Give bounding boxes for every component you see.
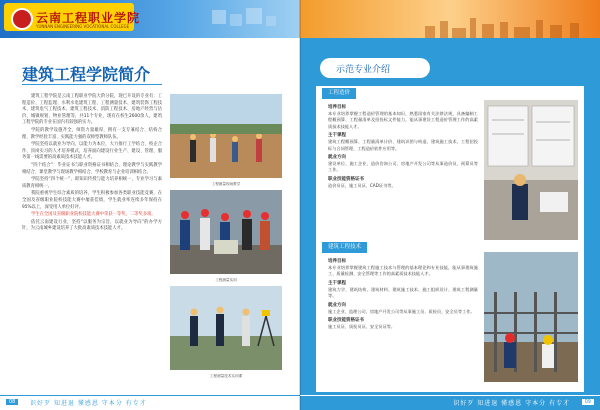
cert-label: 职业技能资格证书	[328, 318, 364, 324]
school-logo	[4, 3, 141, 31]
intro-paragraph: “四个结合”：毕业证书与职业资格证书相结合、理论教学与实践教学相结合、课堂教学与现场教学相结合、学校教育与企业培训相结合。	[22, 162, 162, 175]
page-gutter	[299, 0, 301, 410]
job-text: 建设单位、施工企业、造价咨询公司、房地产开发公司等从事造价员、预算员等工作。	[328, 161, 478, 173]
cert-label: 职业技能资格证书	[328, 176, 364, 182]
title-divider	[22, 84, 162, 85]
course-text: 建筑工程概预算、工程量清单计价、建筑识图与构造、建筑施工技术、工程招投标与合同管理、工程造价软件应用等。	[328, 139, 478, 151]
right-footer	[300, 395, 600, 410]
intro-text-column	[22, 94, 162, 234]
intro-paragraph: 学院坚持以就业为导向，以能力为本位，大力推行工学结合、校企合作、顶岗实习的人才培养模式，培养面向建设行业生产、建设、管理、服务第一线需要的高素质技术技能人才。	[22, 142, 162, 161]
right-header-band	[300, 0, 600, 38]
photo-drawing-review	[484, 100, 578, 240]
intro-paragraph: 建筑工程学院是云南工程职业学院大阶分院，现已开设的专业有：工程造价、工程监理、水利水电建筑工程、工程测量技术、建筑装饰工程技术、建筑电气工程技术、建筑工程技术、消防工程技术、房地产经营与估价、城镇规划、物业管理等，共11个专业，现有在校生2600余人。建筑工程学院的专业在国内有较强的实力。	[22, 94, 162, 126]
photo-caption: 工程测量技术实训课	[209, 374, 243, 378]
program-block-cost	[328, 102, 478, 189]
intro-paragraph: 依托云南建设行业，坚持“以服务为宗旨，以就业为导向”的办学方针，为云南城乡建设培养了大批高素质技术技能人才。	[22, 219, 162, 232]
job-label: 就业方向	[328, 155, 346, 161]
page-title: 建筑工程学院简介	[22, 65, 151, 84]
job-text: 施工企业、监理公司、房地产开发公司等从事施工员、质检员、安全员等工作。	[328, 308, 475, 314]
city-skyline-icon	[420, 18, 600, 38]
course-label: 主干课程	[328, 280, 346, 286]
program-panel	[316, 86, 584, 392]
goal-text: 本专业培养掌握建筑工程施工技术与管理的基本理论和专业技能，能从事建筑施工、质量检测、安全管理等工作的高素质技术技能人才。	[328, 265, 478, 277]
photo-survey-class	[170, 286, 282, 370]
intro-paragraph: 学院的教学设施齐全，师资力量雄厚，拥有一支专兼结合、结构合理、教学经验丰富、实践能力强的双师型教师队伍。	[22, 127, 162, 140]
photo-construction-site	[484, 252, 578, 382]
section-heading-pill	[320, 58, 430, 78]
program-tag-cost: 工程造价	[322, 88, 356, 99]
photo-survey-field	[170, 94, 282, 178]
school-motto-right: 识好歹 知进退 懂感恩 守本分 有专才	[453, 400, 570, 407]
photo-caption: 工程测量实训	[215, 278, 237, 282]
photo-caption: 工程测量现场教学	[211, 182, 241, 186]
cert-text: 造价员证、施工员证、CAD证书等。	[328, 182, 396, 188]
cert-text: 施工员证、质检员证、安全员证等。	[328, 324, 396, 330]
job-label: 就业方向	[328, 302, 346, 308]
intro-paragraph: 我院重视学生综合素质的培养，学生积极参加各类职业技能竞赛，在全国及省级职业院校技能大赛中屡获佳绩，学生就业率连续多年保持在95%以上，深受用人单位好评。	[22, 191, 162, 210]
page-number-left: 08	[6, 399, 18, 405]
photo-survey-training	[170, 190, 282, 274]
course-label: 主干课程	[328, 133, 346, 139]
goal-text: 本专业培养掌握工程造价管理的基本知识，熟悉国家有关法律法规，具备编制工程概预算、工程量清单及招投标文件能力，能从事建设工程造价管理工作的高素质技术技能人才。	[328, 111, 478, 129]
highlight-paragraph: 学生在全国及省级职业院校技能大赛中荣获一等奖、二等奖多项。	[31, 212, 156, 218]
intro-paragraph: 学院坚持“四个统一”，即知识传授与能力培养相统一，专业学习与素质教育相统一。	[22, 177, 162, 189]
program-block-building	[328, 256, 478, 330]
seal-icon	[11, 8, 33, 30]
right-page	[300, 0, 600, 410]
left-footer	[0, 395, 300, 410]
goal-label: 培养目标	[328, 259, 346, 264]
school-motto-left: 识好歹 知进退 懂感恩 守本分 有专才	[30, 400, 147, 407]
course-text: 建筑力学、建筑结构、建筑材料、建筑施工技术、施工组织设计、建筑工程测量等。	[328, 286, 478, 299]
section-heading: 示范专业介绍	[336, 65, 391, 75]
photo-column	[170, 94, 282, 382]
school-name: 云南工程职业学院	[36, 11, 141, 25]
goal-label: 培养目标	[328, 105, 346, 110]
cube-decoration-icon	[202, 6, 292, 32]
page-number-right: 09	[582, 399, 594, 405]
school-english-name: YUNNAN ENGINEERING VOCATIONAL COLLEGE	[36, 24, 130, 29]
left-header-band	[0, 0, 300, 38]
program-tag-building: 建筑工程技术	[322, 242, 367, 253]
